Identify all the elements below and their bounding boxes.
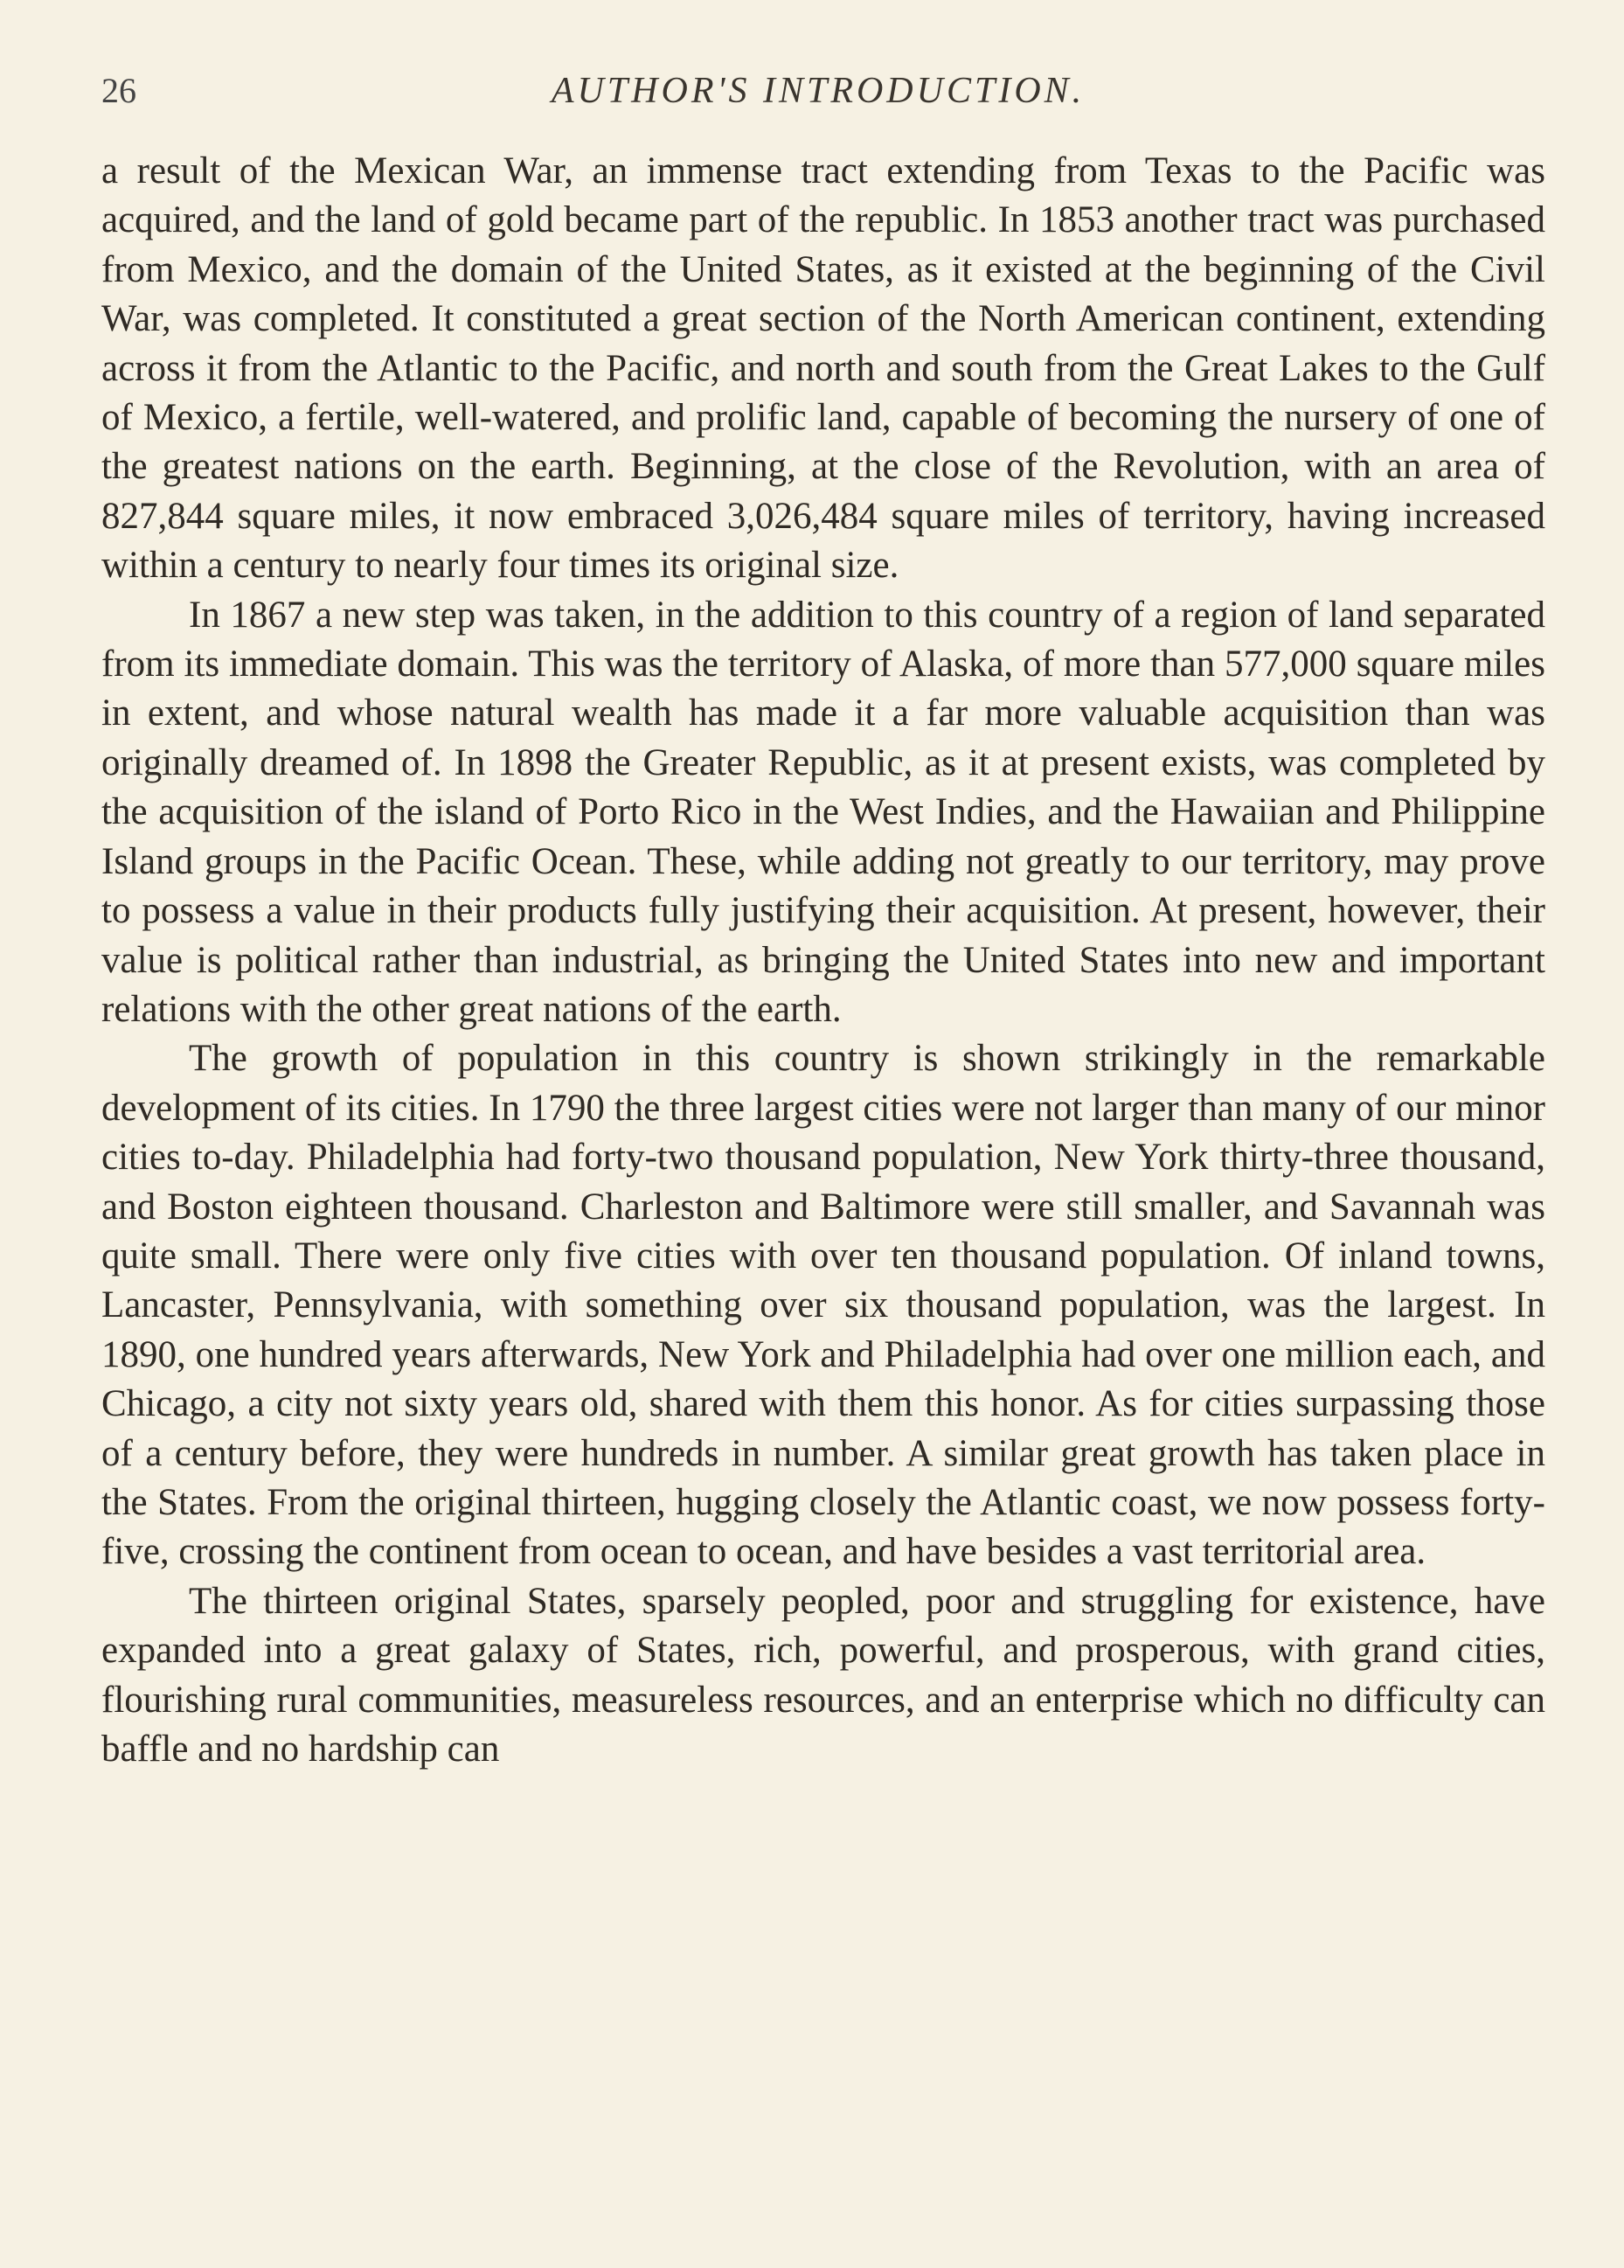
running-title: AUTHOR'S INTRODUCTION. <box>551 71 1086 111</box>
paragraph-alaska: In 1867 a new step was taken, in the addition to this country of a region of land separated from its immediate domain. This was the territory of Alaska, of more than 577,000 square miles in extent, and whose natural wealth has made it a far more valuable acquisition than was originally dreamed of. In 1898 the Greater Republic, as it at present exists, was completed by the acquisition of the island of Porto Rico in the West Indies, and the Hawaiian and Philippine Island groups in the Pacific Ocean. These, while adding not greatly to our territory, may prove to possess a value in their products fully justifying their acquisition. At present, however, their value is political rather than industrial, as bringing the United States into new and important relations with the other great nations of the earth. <box>101 594 1545 1030</box>
paragraph-population: The growth of population in this country is shown strikingly in the remarkable development of its cities. In 1790 the three largest cities were not larger than many of our minor cities to-day. Philadelphia had forty-two thousand population, New York thirty-three thousand, and Boston eighteen thousand. Charleston and Baltimore were still smaller, and Savannah was quite small. There were only five cities with over ten thousand population. Of inland towns, Lancaster, Pennsylvania, with something over six thousand population, was the largest. In 1890, one hundred years afterwards, New York and Philadelphia had over one million each, and Chicago, a city not sixty years old, shared with them this honor. As for cities surpassing those of a century before, they were hundreds in number. A similar great growth has taken place in the States. From the original thirteen, hugging closely the Atlantic coast, we now possess forty-five, crossing the continent from ocean to ocean, and have besides a vast territorial area. <box>101 1038 1545 1573</box>
paragraph-thirteen-states: The thirteen original States, sparsely peopled, poor and struggling for existence, have expanded into a great galaxy of States, rich, powerful, and prosperous, with grand cities, flourishing rural communities, measureless resources, and an enterprise which no difficulty can baffle and no hardship can <box>101 1580 1545 1770</box>
page-number: 26 <box>101 71 136 110</box>
page-header <box>101 65 1535 117</box>
paragraph-continued: a result of the Mexican War, an immense tract extending from Texas to the Pacific was acquired, and the land of gold became part of the republic. In 1853 another tract was purchased from Mexico, and the domain of the United States, as it existed at the beginning of the Civil War, was completed. It constituted a great section of the North American continent, extending across it from the Atlantic to the Pacific, and north and south from the Great Lakes to the Gulf of Mexico, a fertile, well-watered, and prolific land, capable of becoming the nursery of one of the greatest nations on the earth. Beginning, at the close of the Revolution, with an area of 827,844 square miles, it now embraced 3,026,484 square miles of territory, having increased within a century to nearly four times its original size. <box>101 150 1545 587</box>
body-text <box>101 147 1545 1774</box>
